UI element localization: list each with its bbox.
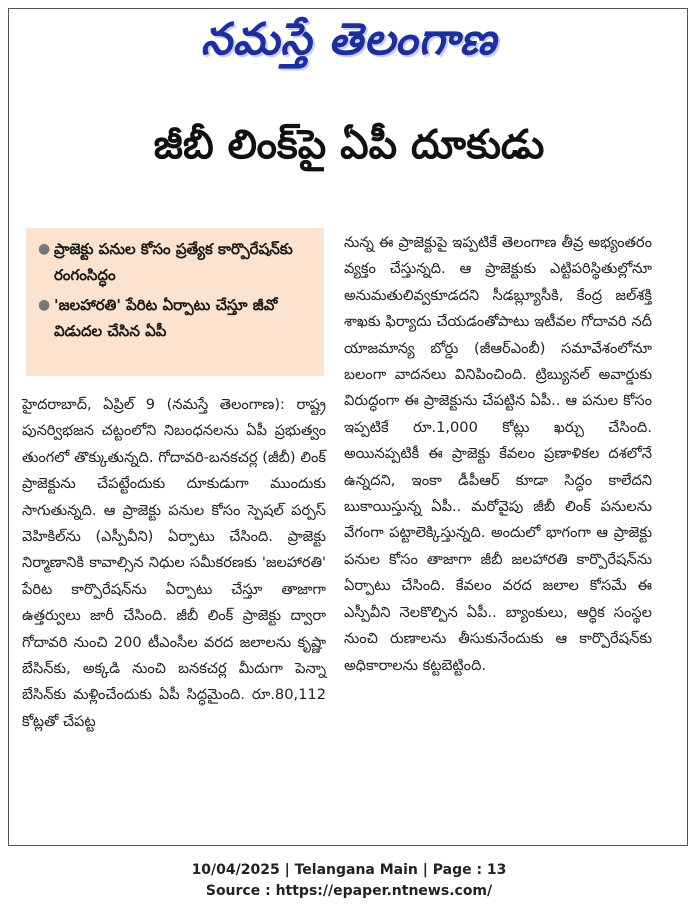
article-column-left [22,392,326,735]
highlight-item [38,236,316,288]
body-paragraph-left: హైదరాబాద్‌, ఏప్రిల్‌ 9 (నమస్తే తెలంగాణ): రాష్ట్ర పునర్విభజన చట్టంలోని నిబంధనలను ఏపీ ప్రభుత్వం తుంగలో తొక్కుతున్నది. గోదావరి-బనకచర్ల (జీబీ) లింక్‌ ప్రాజెక్టును చేపట్టేందుకు దూకుడుగా ముందుకు సాగుతున్నది. ఆ ప్రాజెక్టు పనుల కోసం స్పెషల్‌ పర్పస్‌ వెహికిల్‌ను (ఎస్పీవీని) ఏర్పాటు చేసింది. ప్రాజెక్టు నిర్మాణానికి కావాల్సిన నిధుల సమీకరణకు 'జలహారతి' పేరిట కార్పొరేషన్‌ను ఏర్పాటు చేస్తూ తాజాగా ఉత్తర్వులు జారీ చేసింది. జీబీ లింక్‌ ప్రాజెక్టు ద్వారా గోదావరి నుంచి 200 టీఎంసీల వరద జలాలను కృష్ణా బేసిన్‌కు, అక్కడి నుంచి బనకచర్ల మీదుగా పెన్నా బేసిన్‌కు మళ్లించేందుకు ఏపీ సిద్ధమైంది. రూ.80,112 కోట్లతో చేపట్ట [22,396,326,730]
bullet-icon: ● [38,241,51,257]
bullet-icon: ● [38,297,51,313]
source-footer [0,860,698,902]
article-headline: జీబీ లింక్‌పై ఏపీ దూకుడు [153,122,545,168]
highlights-box [26,228,324,376]
highlight-item [38,292,316,344]
body-paragraph-right: నున్న ఈ ప్రాజెక్టుపై ఇప్పటికే తెలంగాణ తీవ్ర అభ్యంతరం వ్యక్తం చేస్తున్నది. ఆ ప్రాజెక్టుకు ఎట్టిపరిస్థితుల్లోనూ అనుమతులివ్వకూడదని సీడబ్ల్యూసీకి, కేంద్ర జల్‌శక్తి శాఖకు ఫిర్యాదు చేయడంతోపాటు ఇటీవల గోదావరి నదీ యాజమాన్య బోర్డు (జీఆర్‌ఎంబీ) సమావేశంలోనూ బలంగా వాదనలు వినిపించింది. ట్రిబ్యునల్‌ అవార్డుకు విరుద్ధంగా ఈ ప్రాజెక్టును చేపట్టిన ఏపీ.. ఆ పనుల కోసం ఇప్పటికే రూ.1,000 కోట్లు ఖర్చు చేసింది. అయినప్పటికీ ఈ ప్రాజెక్టు కేవలం ప్రణాళికల దశలోనే ఉన్నదని, ఇంకా డీపీఆర్‌ కూడా సిద్ధం కాలేదని బుకాయిస్తున్న ఏపీ.. మరోవైపు జీబీ లింక్‌ పనులను వేగంగా పట్టాలెక్కిస్తున్నది. అందులో భాగంగా ఆ ప్రాజెక్టు పనుల కోసం తాజాగా జీబీ జలహారతి కార్పొరేషన్‌ను ఏర్పాటు చేసింది. కేవలం వరద జలాల కోసమే ఈ ఎస్పీవీని నెలకొల్పిన ఏపీ.. బ్యాంకులు, ఆర్థిక సంస్థల నుంచి రుణాలను తీసుకునేందుకు ఆ కార్పొరేషన్‌కు అధికారాలను కట్టబెట్టింది. [344,234,652,674]
highlight-text: ప్రాజెక్టు పనుల కోసం ప్రత్యేక కార్పొరేషన్‌కు రంగంసిద్ధం [54,240,293,284]
source-link[interactable]: Source : https://epaper.ntnews.com/ [205,883,493,899]
highlight-text: 'జలహారతి' పేరిట ఏర్పాటు చేస్తూ జీవో విడుదల చేసిన ఏపీ [54,296,278,340]
edition-info: 10/04/2025 | Telangana Main | Page : 13 [191,862,507,878]
newspaper-masthead: నమస్తే తెలంగాణ [200,14,498,65]
article-column-right [344,230,652,679]
